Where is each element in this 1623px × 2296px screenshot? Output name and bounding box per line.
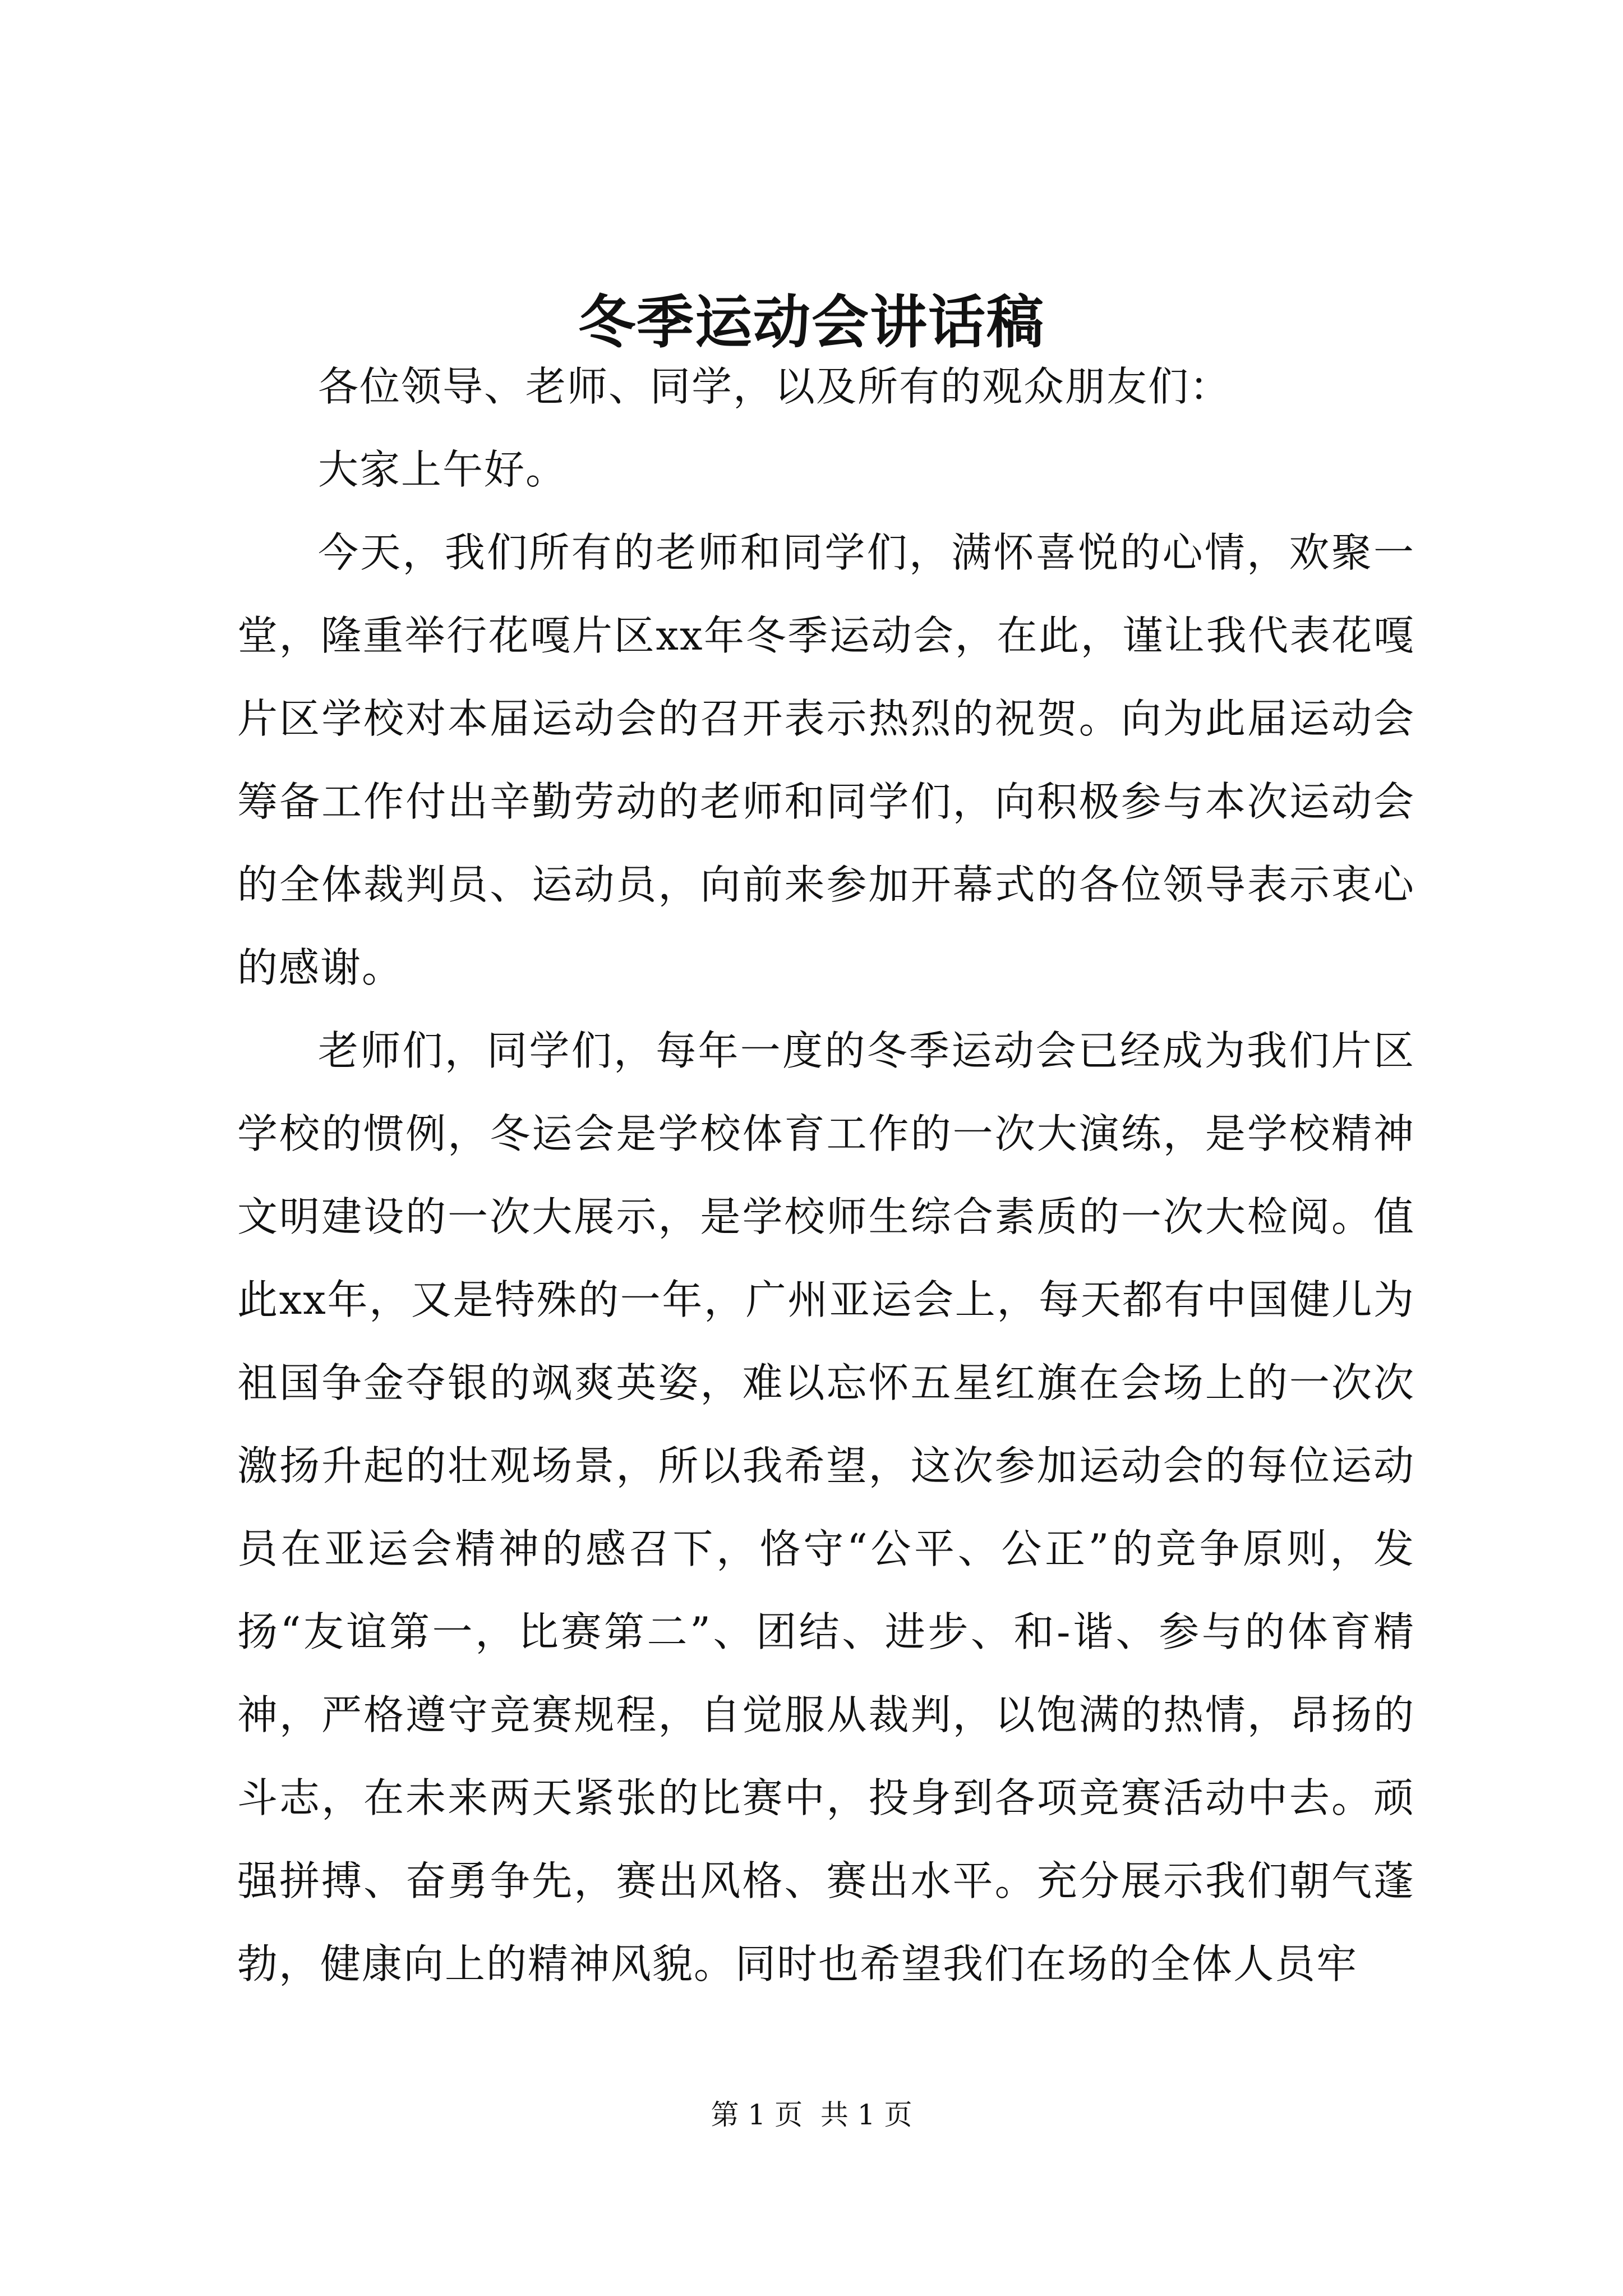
- paragraph-main: 老师们，同学们，每年一度的冬季运动会已经成为我们片区学校的惯例，冬运会是学校体育工作的一次大演练，是学校精神文明建设的一次大展示，是学校师生综合素质的一次大检阅。值此xx年，又是特殊的一年，广州亚运会上，每天都有中国健儿为祖国争金夺银的飒爽英姿，难以忘怀五星红旗在会场上的一次次激扬升起的壮观场景，所以我希望，这次参加运动会的每位运动员在亚运会精神的感召下，恪守“公平、公正”的竞争原则，发扬“友谊第一，比赛第二”、团结、进步、和-谐、参与的体育精神，严格遵守竞赛规程，自觉服从裁判，以饱满的热情，昂扬的斗志，在未来两天紧张的比赛中，投身到各项竞赛活动中去。顽强拼搏、奋勇争先，赛出风格、赛出水平。充分展示我们朝气蓬勃，健康向上的精神风貌。同时也希望我们在场的全体人员牢: [237, 1027, 1415, 1987]
- document-body: [237, 345, 1415, 2005]
- paragraph-greeting: 各位领导、老师、同学，以及所有的观众朋友们：: [318, 363, 1232, 410]
- page-number-label: 第 1 页 共 1 页: [711, 2099, 912, 2131]
- page-footer: [0, 2095, 1623, 2134]
- paragraph-good-morning: 大家上午好。: [318, 446, 568, 493]
- document-title: 冬季运动会讲话稿: [578, 289, 1045, 356]
- paragraph-opening: 今天，我们所有的老师和同学们，满怀喜悦的心情，欢聚一堂，隆重举行花嘎片区xx年冬季运动会，在此，谨让我代表花嘎片区学校对本届运动会的召开表示热烈的祝贺。向为此届运动会筹备工作付出辛勤劳动的老师和同学们，向积极参与本次运动会的全体裁判员、运动员，向前来参加开幕式的各位领导表示衷心的感谢。: [237, 529, 1415, 991]
